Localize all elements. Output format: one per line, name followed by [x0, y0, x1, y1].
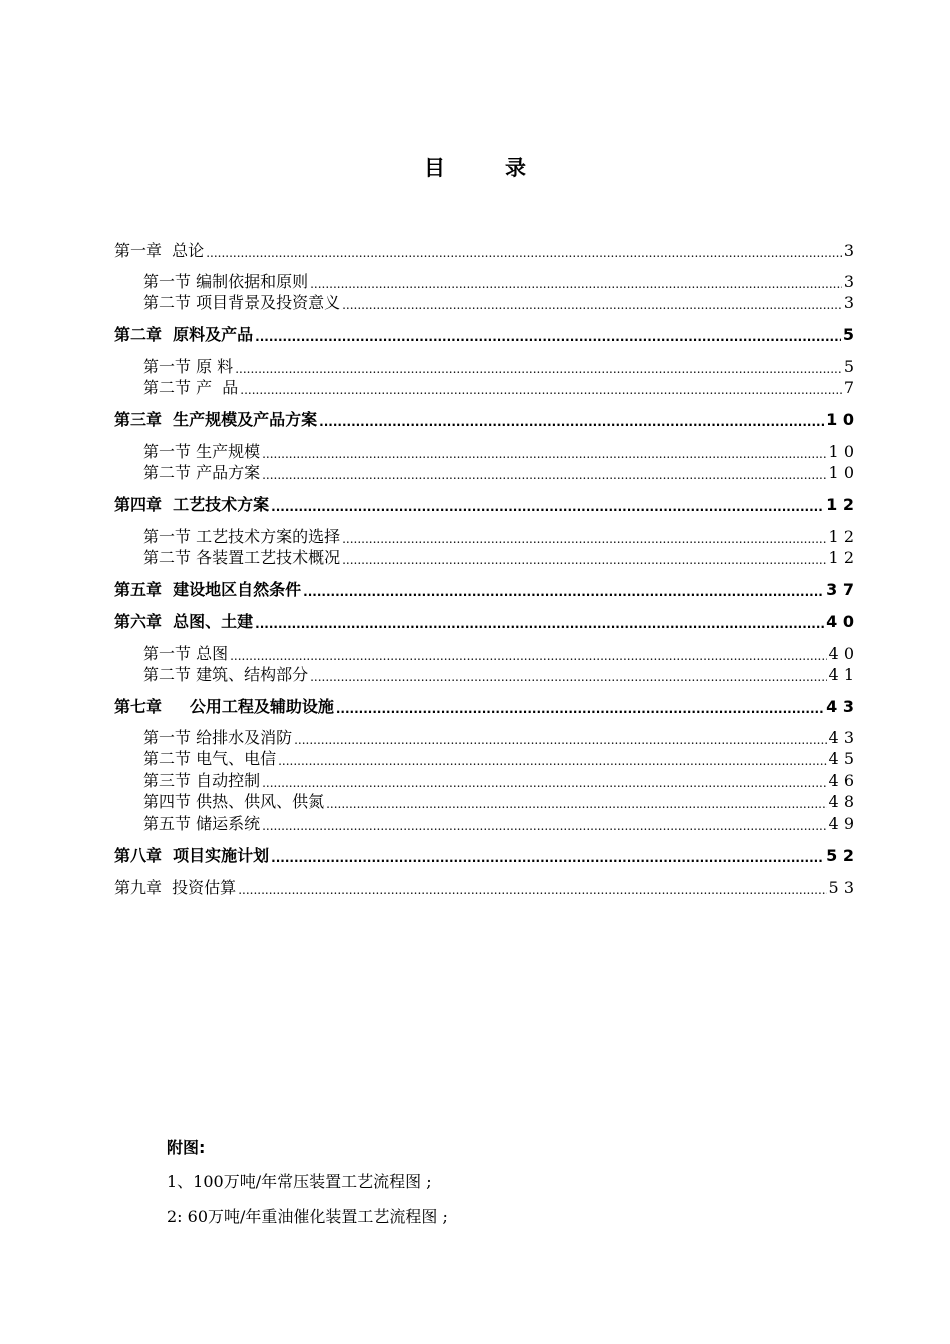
toc-leader-dots	[342, 551, 826, 569]
toc-entry[interactable]	[143, 547, 854, 569]
toc-entry[interactable]	[143, 727, 854, 749]
toc-entry-page: 1 2	[828, 548, 854, 567]
toc-entry[interactable]	[143, 292, 854, 314]
toc-entry-page: 4 1	[828, 665, 854, 684]
toc-leader-dots	[240, 381, 842, 399]
toc-leader-dots	[255, 328, 841, 346]
toc-entry-page: 4 8	[828, 792, 854, 811]
toc-entry[interactable]	[114, 696, 854, 718]
toc-entry-page: 3	[843, 241, 854, 260]
toc-leader-dots	[310, 668, 826, 686]
toc-entry[interactable]	[143, 271, 854, 293]
toc-leader-dots	[206, 244, 842, 262]
toc-leader-dots	[262, 445, 826, 463]
toc-entry-page: 5 3	[828, 878, 854, 897]
toc-entry-page: 5	[842, 325, 854, 344]
toc-leader-dots	[326, 795, 826, 813]
toc-entry-label: 第八章 项目实施计划	[114, 846, 270, 865]
toc-entry[interactable]	[143, 813, 854, 835]
toc-entry-label: 第一章 总论	[114, 241, 205, 260]
toc-entry-label: 第九章 投资估算	[114, 878, 237, 897]
toc-entry-page: 4 5	[828, 749, 854, 768]
toc-entry[interactable]	[114, 409, 854, 431]
toc-leader-dots	[262, 774, 826, 792]
toc-entry[interactable]	[114, 240, 854, 262]
toc-entry-label: 第六章 总图、土建	[114, 612, 254, 631]
toc-entry-page: 3 7	[826, 580, 854, 599]
toc-entry[interactable]	[114, 877, 854, 899]
toc-entry-page: 4 6	[828, 771, 854, 790]
toc-entry-page: 1 2	[828, 527, 854, 546]
appendix-heading: 附图:	[167, 1138, 206, 1157]
page-title	[0, 152, 950, 182]
toc-entry[interactable]	[114, 611, 854, 633]
toc-entry[interactable]	[143, 377, 854, 399]
toc-entry-label: 第一节 总图	[143, 644, 229, 663]
appendix-item-2: 2: 60万吨/年重油催化装置工艺流程图 ;	[167, 1207, 448, 1226]
toc-entry[interactable]	[114, 324, 854, 346]
toc-entry[interactable]	[143, 643, 854, 665]
toc-entry-page: 3	[843, 293, 854, 312]
toc-entry-label: 第一节 生产规模	[143, 442, 261, 461]
toc-leader-dots	[238, 881, 826, 899]
title-part-1: 目	[424, 156, 445, 180]
toc-leader-dots	[342, 296, 842, 314]
toc-entry-page: 1 2	[826, 495, 854, 514]
toc-entry-label: 第一节 编制依据和原则	[143, 272, 309, 291]
toc-entry[interactable]	[143, 356, 854, 378]
toc-entry[interactable]	[143, 664, 854, 686]
toc-entry-page: 4 9	[828, 814, 854, 833]
toc-entry[interactable]	[143, 770, 854, 792]
toc-entry[interactable]	[114, 579, 854, 601]
toc-entry-label: 第二节 电气、电信	[143, 749, 277, 768]
toc-leader-dots	[319, 413, 824, 431]
toc-entry-label: 第二章 原料及产品	[114, 325, 254, 344]
toc-entry-page: 4 0	[828, 644, 854, 663]
toc-entry-page: 1 0	[828, 442, 854, 461]
title-part-2: 录	[505, 156, 526, 180]
toc-entry-page: 4 0	[826, 612, 854, 631]
toc-leader-dots	[303, 583, 824, 601]
toc-leader-dots	[262, 817, 826, 835]
toc-entry-label: 第一节 给排水及消防	[143, 728, 293, 747]
toc-leader-dots	[342, 530, 826, 548]
toc-entry-label: 第四章 工艺技术方案	[114, 495, 270, 514]
toc-entry-page: 1 0	[826, 410, 854, 429]
toc-entry-page: 7	[843, 378, 854, 397]
toc-entry[interactable]	[114, 494, 854, 516]
toc-leader-dots	[271, 849, 824, 867]
toc-entry-label: 第二节 各装置工艺技术概况	[143, 548, 341, 567]
toc-entry-page: 1 0	[828, 463, 854, 482]
toc-entry-page: 5	[843, 357, 854, 376]
toc-entry-label: 第一节 原 料	[143, 357, 234, 376]
toc-entry-label: 第二节 产品方案	[143, 463, 261, 482]
toc-entry-label: 第七章 公用工程及辅助设施	[114, 697, 334, 716]
toc-entry[interactable]	[114, 845, 854, 867]
toc-entry[interactable]	[143, 791, 854, 813]
toc-entry-label: 第一节 工艺技术方案的选择	[143, 527, 341, 546]
toc-entry-page: 4 3	[826, 697, 854, 716]
toc-leader-dots	[230, 647, 826, 665]
toc-entry[interactable]	[143, 526, 854, 548]
toc-entry-label: 第二节 产 品	[143, 378, 239, 397]
toc-leader-dots	[271, 498, 824, 516]
toc-leader-dots	[255, 615, 824, 633]
toc-entry[interactable]	[143, 441, 854, 463]
toc-entry-label: 第三节 自动控制	[143, 771, 261, 790]
toc-leader-dots	[310, 275, 842, 293]
toc-entry[interactable]	[143, 748, 854, 770]
toc-entry-page: 3	[843, 272, 854, 291]
toc-entry-label: 第二节 建筑、结构部分	[143, 665, 309, 684]
toc-entry-label: 第五章 建设地区自然条件	[114, 580, 302, 599]
toc-leader-dots	[235, 360, 842, 378]
toc-entry-label: 第五节 储运系统	[143, 814, 261, 833]
toc-entry-page: 5 2	[826, 846, 854, 865]
toc-leader-dots	[262, 466, 826, 484]
toc-leader-dots	[294, 731, 826, 749]
toc-entry-page: 4 3	[828, 728, 854, 747]
toc-leader-dots	[278, 752, 826, 770]
toc-entry-label: 第二节 项目背景及投资意义	[143, 293, 341, 312]
toc-leader-dots	[336, 700, 824, 718]
toc-entry[interactable]	[143, 462, 854, 484]
toc-entry-label: 第三章 生产规模及产品方案	[114, 410, 318, 429]
appendix-item-1: 1、100万吨/年常压装置工艺流程图 ;	[167, 1172, 432, 1191]
toc-entry-label: 第四节 供热、供风、供氮	[143, 792, 325, 811]
